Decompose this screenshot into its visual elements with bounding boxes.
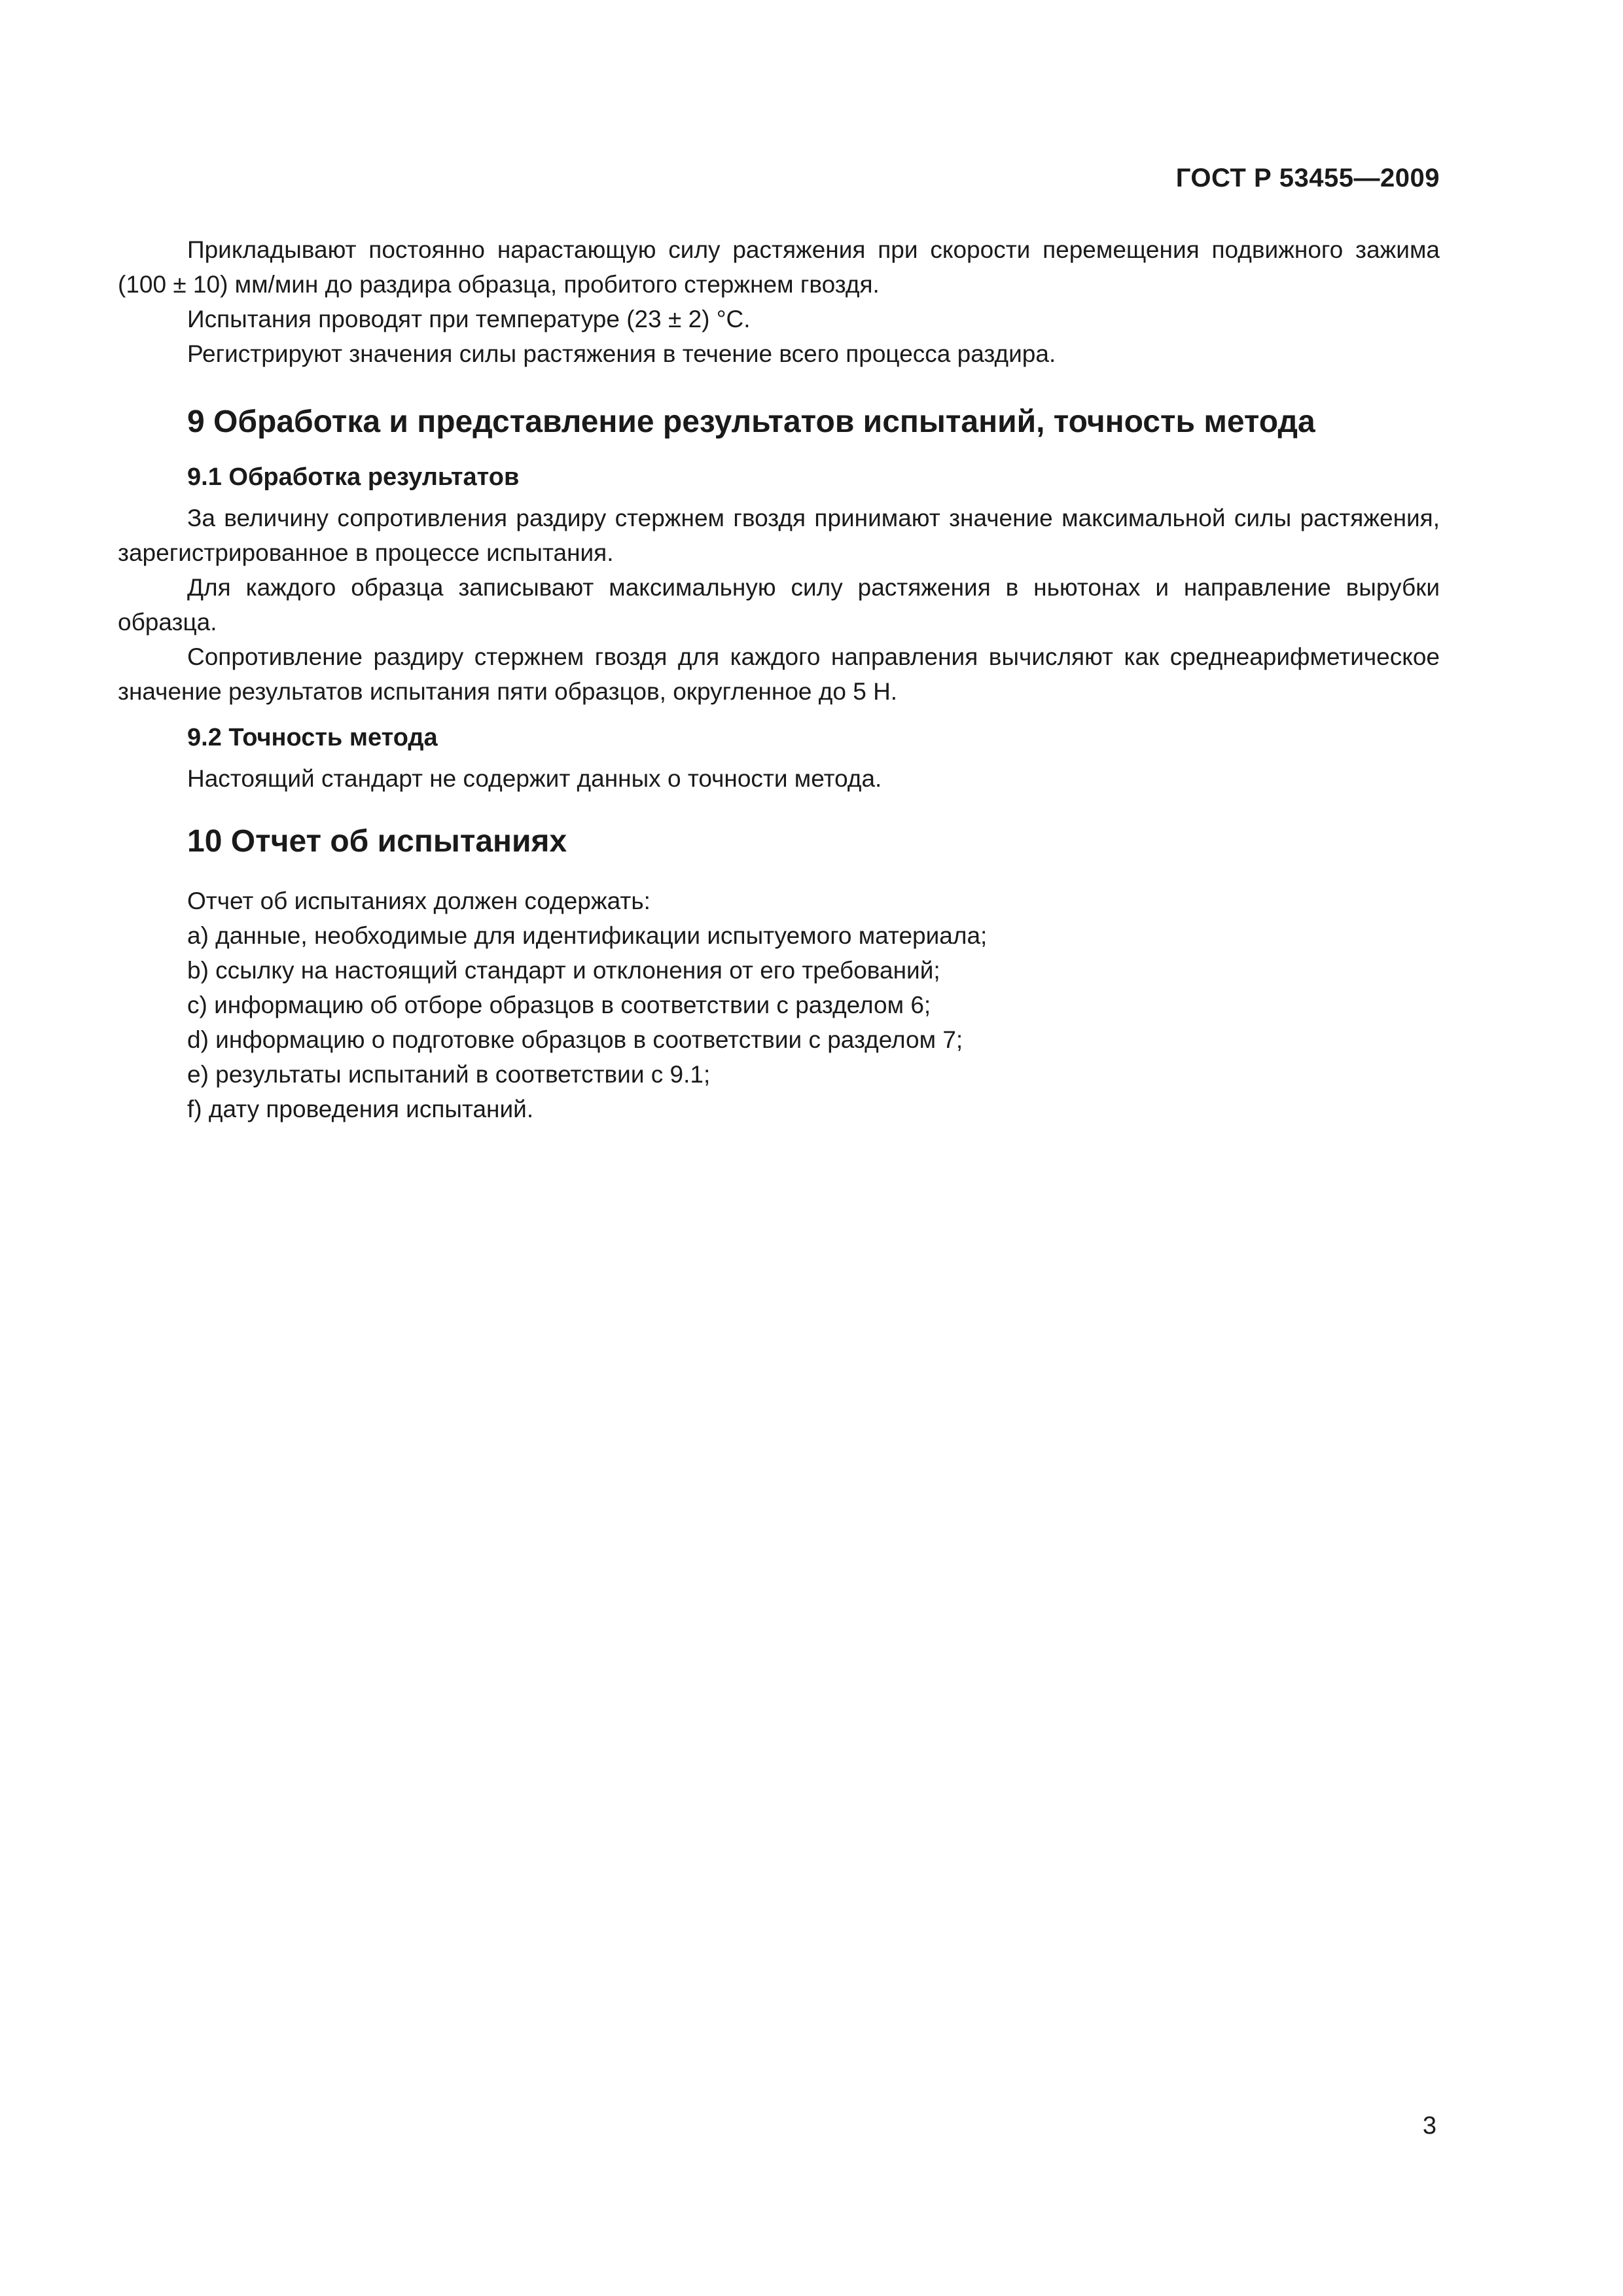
paragraph-tension-force: Прикладывают постоянно нарастающую силу растяжения при скорости перемещения подвижного зажима (100 ± 10) мм/мин до раздира образца, пробитого стержнем гвоздя. <box>118 236 1440 298</box>
section-9-heading: 9 Обработка и представление результатов испытаний, точность метода <box>187 404 1315 439</box>
section-10-heading: 10 Отчет об испытаниях <box>187 824 567 859</box>
list-item: d) информацию о подготовке образцов в соответствии с разделом 7; <box>187 1026 963 1053</box>
paragraph-test-temperature: Испытания проводят при температуре (23 ± 2) °С. <box>187 306 751 332</box>
section-9-2-heading: 9.2 Точность метода <box>187 724 438 751</box>
list-item: c) информацию об отборе образцов в соответствии с разделом 6; <box>187 992 931 1018</box>
document-body <box>118 232 1440 1126</box>
standard-code-header: ГОСТ Р 53455—2009 <box>1175 164 1440 192</box>
list-item: f) дату проведения испытаний. <box>187 1096 534 1122</box>
paragraph-resistance-value: За величину сопротивления раздиру стержнем гвоздя принимают значение максимальной силы растяжения, зарегистрированное в процессе испытания. <box>118 505 1440 566</box>
paragraph-report-contents: Отчет об испытаниях должен содержать: <box>187 888 651 914</box>
paragraph-register-values: Регистрируют значения силы растяжения в течение всего процесса раздира. <box>187 340 1056 367</box>
list-item: b) ссылку на настоящий стандарт и отклонения от его требований; <box>187 957 940 984</box>
paragraph-average-calculation: Сопротивление раздиру стержнем гвоздя для каждого направления вычисляют как среднеарифметическое значение результатов испытания пяти образцов, округленное до 5 Н. <box>118 643 1440 705</box>
paragraph-record-force: Для каждого образца записывают максимальную силу растяжения в ньютонах и направление вырубки образца. <box>118 574 1440 636</box>
list-item: a) данные, необходимые для идентификации испытуемого материала; <box>187 922 988 949</box>
list-item: e) результаты испытаний в соответствии с 9.1; <box>187 1061 711 1088</box>
paragraph-no-precision-data: Настоящий стандарт не содержит данных о точности метода. <box>187 765 882 792</box>
page-number: 3 <box>1422 2112 1436 2140</box>
section-9-1-heading: 9.1 Обработка результатов <box>187 463 520 491</box>
